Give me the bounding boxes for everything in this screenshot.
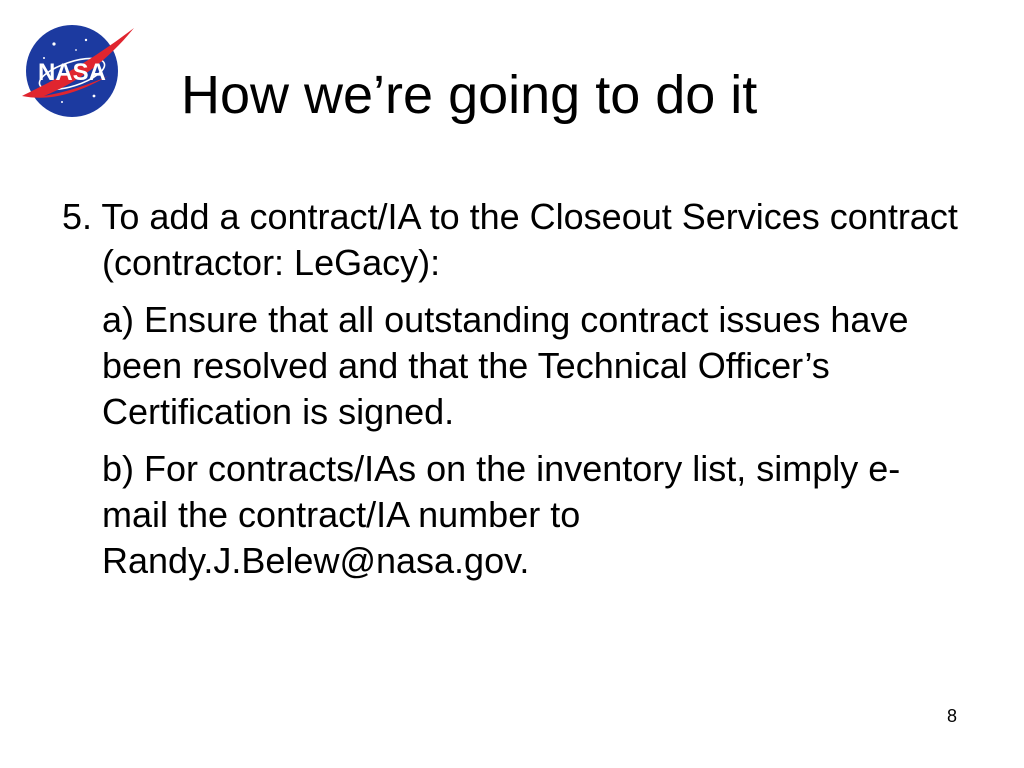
item-b-text: b) For contracts/IAs on the inventory list, simply e-mail the contract/IA number to Randy.J.Belew@nasa.gov.	[102, 448, 901, 581]
page-number: 8	[947, 706, 958, 726]
nasa-logo-icon	[14, 22, 136, 120]
nasa-logo-wordmark: NASA	[37, 59, 107, 86]
slide-body	[62, 194, 962, 584]
slide-title: How we’re going to do it	[181, 65, 758, 125]
item-a-text: a) Ensure that all outstanding contract issues have been resolved and that the Technical Officer’s Certification is signed.	[102, 299, 909, 432]
item-5-text: 5. To add a contract/IA to the Closeout Services contract (contractor: LeGacy):	[62, 196, 958, 283]
